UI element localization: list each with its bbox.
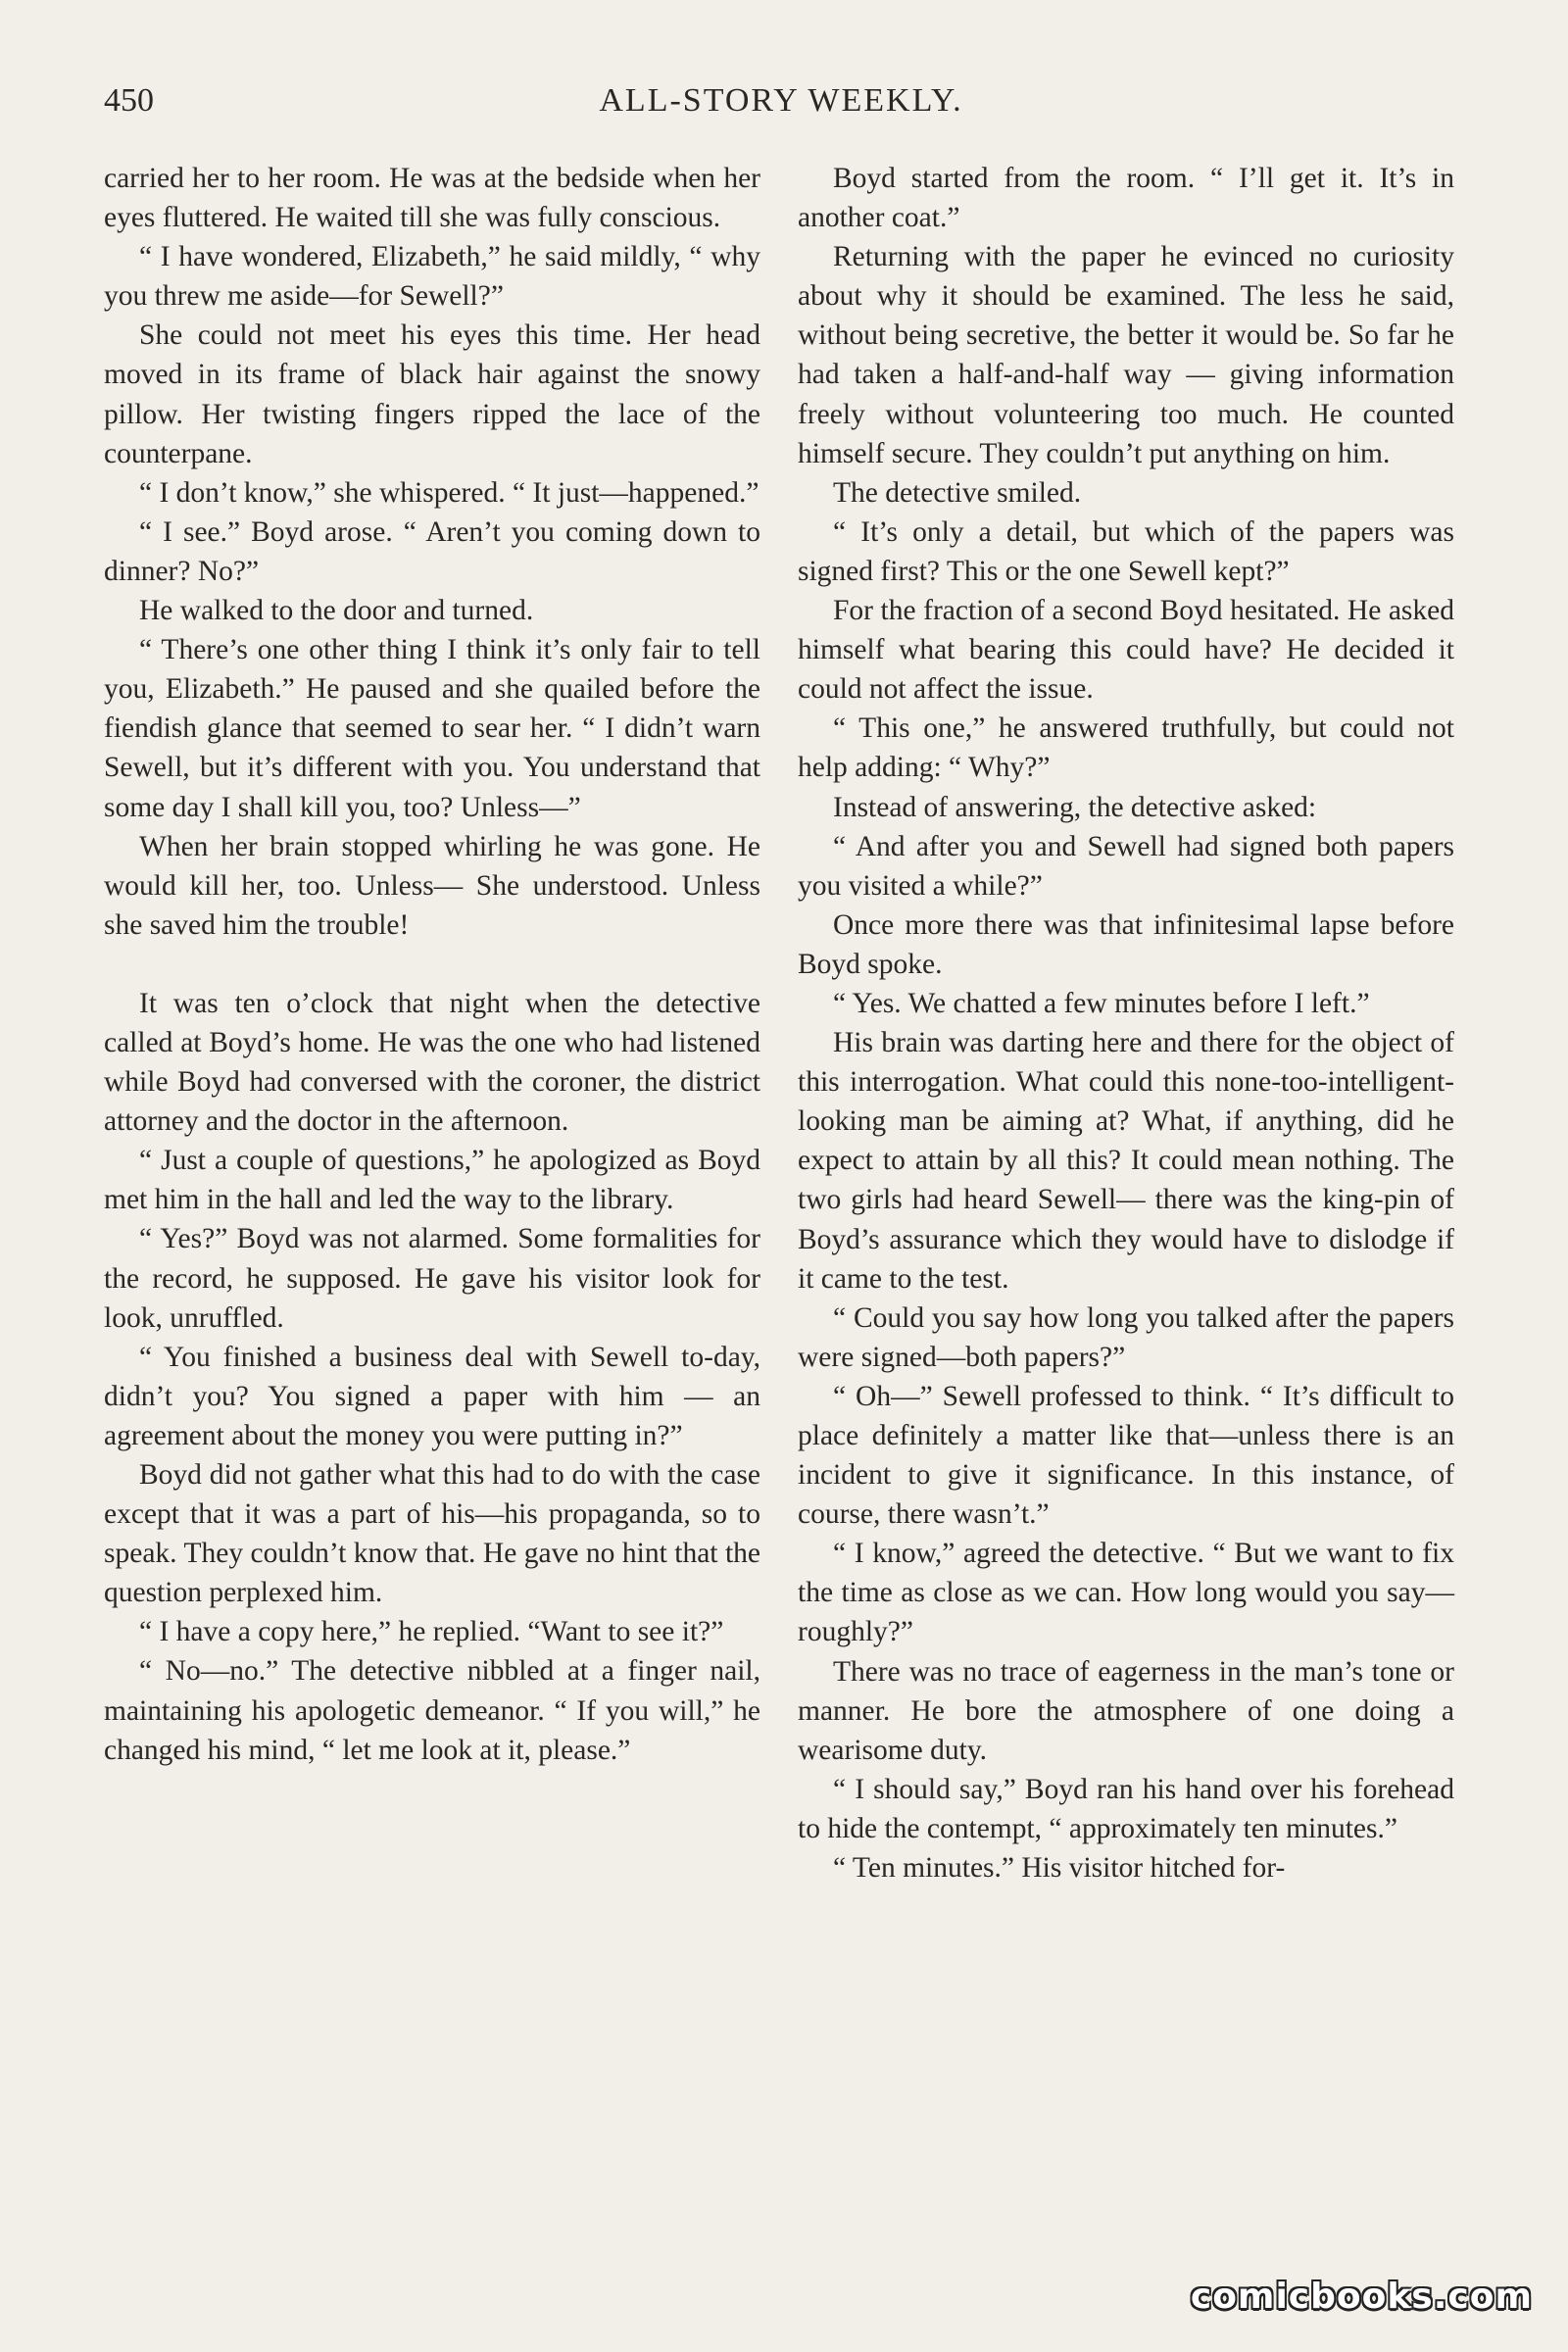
paragraph: “ You finished a business deal with Sewell to-day, didn’t you? You signed a paper with him — an agreement about the money you were putting in?” [104,1341,760,1451]
paragraph: “ This one,” he answered truthfully, but could not help adding: “ Why?” [798,712,1454,784]
paragraph: Returning with the paper he evinced no curiosity about why it should be examined. The less he said, without being secretive, the better it would be. So far he had taken a half-and-half way — giving information freely without volunteering too much. He counted himself secure. They couldn’t put anything on him. [798,241,1454,469]
paragraph: “ I know,” agreed the detective. “ But we want to fix the time as close as we can. How long would you say—roughly?” [798,1538,1454,1648]
paragraph: Boyd did not gather what this had to do with the case except that it was a part of his—his propaganda, so to speak. They couldn’t know that. He gave no hint that the question perplexed him. [104,1459,760,1609]
paragraph: “ No—no.” The detective nibbled at a finger nail, maintaining his apologetic demeanor. “ If you will,” he changed his mind, “ let me look at it, please.” [104,1655,760,1766]
paragraph: “ I should say,” Boyd ran his hand over his forehead to hide the contempt, “ approximately ten minutes.” [798,1773,1454,1844]
paragraph: The detective smiled. [833,476,1082,509]
page-number: 450 [104,82,154,119]
paragraph: “ I have wondered, Elizabeth,” he said mildly, “ why you threw me aside—for Sewell?” [104,241,760,313]
paragraph: His brain was darting here and there for the object of this interrogation. What could this none-too-intelligent-looking man be aiming at? What, if anything, did he expect to attain by all this? It could mean nothing. The two girls had heard Sewell— there was the king-pin of Boyd’s assurance which they would have to dislodge if it came to the test. [798,1027,1454,1295]
paragraph: She could not meet his eyes this time. Her head moved in its frame of black hair against the snowy pillow. Her twisting fingers ripped the lace of the counterpane. [104,319,760,469]
left-column [104,159,760,1770]
paragraph: carried her to her room. He was at the bedside when her eyes fluttered. He waited till she was fully conscious. [104,163,760,234]
paragraph: Once more there was that infinitesimal lapse before Boyd spoke. [798,908,1454,980]
paragraph: “ It’s only a detail, but which of the papers was signed first? This or the one Sewell kept?” [798,515,1454,587]
paragraph: “ Could you say how long you talked after the papers were signed—both papers?” [798,1301,1454,1373]
running-title: ALL-STORY WEEKLY. [599,82,963,119]
paragraph: “ I don’t know,” she whispered. “ It just—happened.” [139,476,760,509]
right-column [798,159,1454,1887]
paragraph: Boyd started from the room. “ I’ll get it. It’s in another coat.” [798,163,1454,234]
paragraph: “ And after you and Sewell had signed both papers you visited a while?” [798,830,1454,902]
paragraph: When her brain stopped whirling he was gone. He would kill her, too. Unless— She understood. Unless she saved him the trouble! [104,830,760,941]
paragraph: “ Oh—” Sewell professed to think. “ It’s difficult to place definitely a matter like that—unless there is an incident to give it significance. In this instance, of course, there wasn’t.” [798,1380,1454,1531]
paragraph: “ Just a couple of questions,” he apologized as Boyd met him in the hall and led the way to the library. [104,1145,760,1216]
paragraph: There was no trace of eagerness in the man’s tone or manner. He bore the atmosphere of one doing a wearisome duty. [798,1655,1454,1766]
paragraph: “ Yes?” Boyd was not alarmed. Some formalities for the record, he supposed. He gave his visitor look for look, unruffled. [104,1223,760,1334]
paragraph: “ Yes. We chatted a few minutes before I left.” [833,987,1370,1019]
paragraph: It was ten o’clock that night when the detective called at Boyd’s home. He was the one who had listened while Boyd had conversed with the coroner, the district attorney and the doctor in the afternoon. [104,987,760,1138]
paragraph: “ There’s one other thing I think it’s only fair to tell you, Elizabeth.” He paused and she quailed before the fiendish glance that seemed to sear her. “ I didn’t warn Sewell, but it’s different with you. You understand that some day I shall kill you, too? Unless—” [104,634,760,823]
watermark-logo: comicbooks.com [1190,2277,1533,2317]
paragraph: “ I have a copy here,” he replied. “Want to see it?” [139,1616,724,1648]
page-header [104,82,1458,131]
paragraph: “ I see.” Boyd arose. “ Aren’t you coming down to dinner? No?” [104,515,760,587]
paragraph: “ Ten minutes.” His visitor hitched for- [833,1852,1286,1885]
paragraph: Instead of answering, the detective asked: [833,791,1317,823]
paragraph: He walked to the door and turned. [139,595,534,627]
paragraph: For the fraction of a second Boyd hesitated. He asked himself what bearing this could have? He decided it could not affect the issue. [798,595,1454,706]
section-break [104,945,760,984]
